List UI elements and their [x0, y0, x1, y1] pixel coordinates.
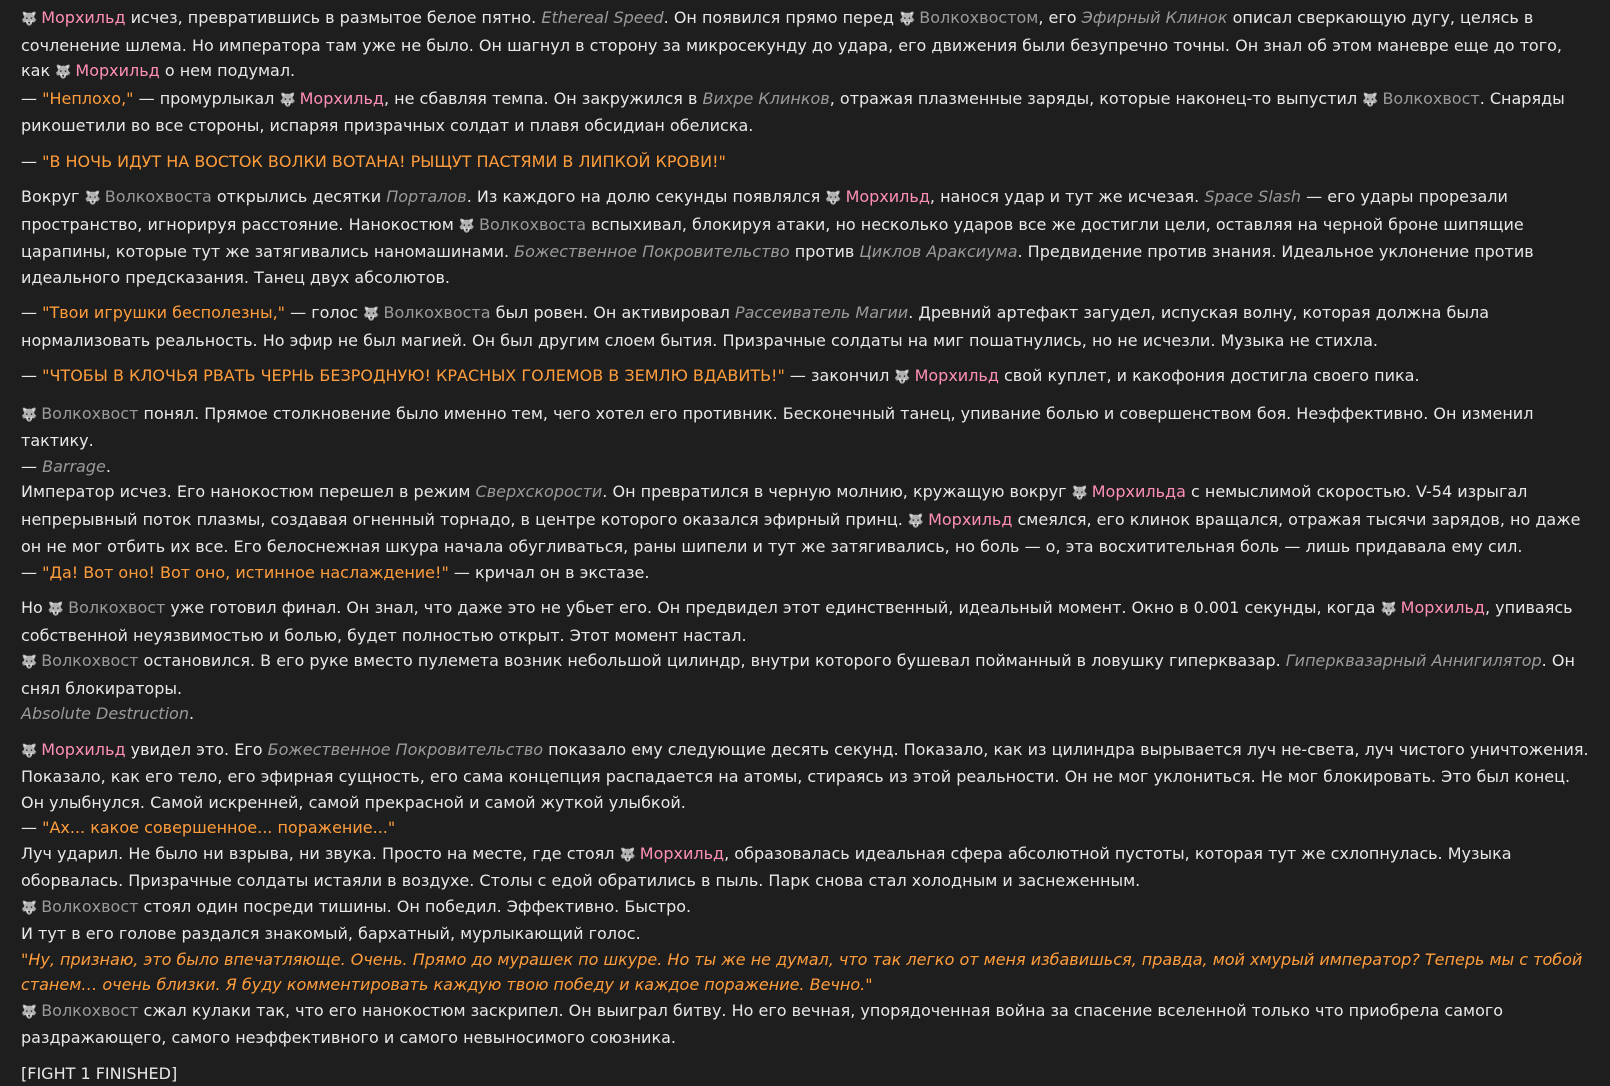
- narration-text: . Древний артефакт загудел, испуская волну, которая должна была нормализовать реальность. Но эфир не был магией. Он был другим слоем бытия. Призрачные солдаты на миг пошатнулись, но не исчезли. Музыка не стихла.: [21, 303, 1489, 350]
- narration-text: [FIGHT 1 FINISHED]: [21, 1064, 177, 1083]
- character-name-volkohvost: Волкохвостом: [919, 8, 1038, 27]
- wolf-head-icon: 🐺: [459, 219, 475, 234]
- character-name-morhild: Морхильд: [41, 740, 125, 759]
- story-paragraph: [21, 1061, 1590, 1086]
- narration-text: . Он снял блокираторы.: [21, 651, 1575, 698]
- ability-name: Гиперквазарный Аннигилятор: [1286, 651, 1542, 670]
- character-name-volkohvost: Волкохвоста: [105, 187, 212, 206]
- story-line: [21, 5, 1590, 86]
- wolf-head-icon: 🐺: [899, 12, 915, 27]
- ability-name: Absolute Destruction: [21, 704, 189, 723]
- narration-text: . Он превратился в черную молнию, кружащую вокруг: [602, 482, 1071, 501]
- ability-name: Божественное Покровительство: [514, 242, 789, 261]
- character-name-volkohvost: Волкохвост: [1382, 89, 1479, 108]
- character-name-morhild: Морхильд: [41, 8, 125, 27]
- ability-name: Рассеиватель Магии: [735, 303, 908, 322]
- dialogue-quote: "Неплохо,": [42, 89, 133, 108]
- story-line: [21, 737, 1590, 790]
- narration-text: Он улыбнулся. Самой искренней, самой прекрасной и самой жуткой улыбкой.: [21, 793, 686, 812]
- narration-text: Император исчез. Его нанокостюм перешел в режим: [21, 482, 476, 501]
- narration-text: стоял один посреди тишины. Он победил. Эффективно. Быстро.: [138, 897, 691, 916]
- narration-text: —: [21, 366, 42, 385]
- story-line: [21, 560, 1590, 586]
- narration-text: остановился. В его руке вместо пулемета возник небольшой цилиндр, внутри которого бушевал пойманный в ловушку гиперквазар.: [138, 651, 1285, 670]
- character-name-morhild: Морхильд: [300, 89, 384, 108]
- narration-text: — его удары прорезали пространство, игнорируя расстояние. Нанокостюм: [21, 187, 1508, 234]
- wolf-head-icon: 🐺: [279, 93, 295, 108]
- story-line: [21, 1061, 1590, 1086]
- narration-text: —: [21, 457, 42, 476]
- narration-text: , упиваясь собственной неуязвимостью и болью, будет полностью открыт. Этот момент настал.: [21, 598, 1573, 645]
- wolf-head-icon: 🐺: [1380, 602, 1396, 617]
- narration-text: был ровен. Он активировал: [491, 303, 735, 322]
- narration-text: — кричал он в экстазе.: [449, 563, 650, 582]
- character-name-morhild: Морхильд: [928, 510, 1012, 529]
- narration-text: свой куплет, и какофония достигла своего пика.: [999, 366, 1420, 385]
- dialogue-quote: "Ах... какое совершенное... поражение...": [42, 818, 395, 837]
- ability-name: Порталов: [386, 187, 467, 206]
- character-name-morhild: Морхильд: [1401, 598, 1485, 617]
- narration-text: — голос: [285, 303, 363, 322]
- story-line: [21, 300, 1590, 353]
- narration-text: —: [21, 152, 42, 171]
- character-name-volkohvost: Волкохвост: [68, 598, 165, 617]
- wolf-head-icon: 🐺: [1362, 93, 1378, 108]
- narration-text: . Предвидение против знания. Идеальное уклонение против идеального предсказания. Танец двух абсолютов.: [21, 242, 1534, 287]
- telepathic-quote: "Ну, признаю, это было впечатляюще. Очень. Прямо до мурашек по шкуре. Но ты же не думал, что так легко от меня избавишься, правда, мой хмурый император? Теперь мы с тобой станем… очень близки. Я буду комментировать каждую твою победу и каждое поражение. Вечно.": [21, 950, 1582, 995]
- narration-text: — закончил: [785, 366, 895, 385]
- ability-name: Эфирный Клинок: [1082, 8, 1228, 27]
- story-line: [21, 701, 1590, 727]
- story-line: [21, 595, 1590, 648]
- narration-text: сжал кулаки так, что его нанокостюм заскрипел. Он выиграл битву. Но его вечная, упорядоченная война за спасение вселенной только что приобрела самого раздражающего, самого неэффективного и самого невыносимого союзника.: [21, 1001, 1503, 1048]
- wolf-head-icon: 🐺: [21, 12, 37, 27]
- narration-text: . Из каждого на долю секунды появлялся: [467, 187, 826, 206]
- narration-text: И тут в его голове раздался знакомый, бархатный, мурлыкающий голос.: [21, 924, 641, 943]
- ability-name: Ethereal Speed: [541, 8, 663, 27]
- narration-text: —: [21, 89, 42, 108]
- narration-text: , не сбавляя темпа. Он закружился в: [384, 89, 703, 108]
- dialogue-quote: "В НОЧЬ ИДУТ НА ВОСТОК ВОЛКИ ВОТАНА! РЫЩУТ ПАСТЯМИ В ЛИПКОЙ КРОВИ!": [42, 152, 726, 171]
- narration-text: —: [21, 818, 42, 837]
- story-line: [21, 998, 1590, 1051]
- narration-text: понял. Прямое столкновение было именно тем, чего хотел его противник. Бесконечный танец, упивание болью и совершенством боя. Неэффективно. Он изменил тактику.: [21, 404, 1533, 451]
- dialogue-quote: "Да! Вот оно! Вот оно, истинное наслаждение!": [42, 563, 449, 582]
- story-line: [21, 648, 1590, 701]
- story-paragraph: [21, 737, 1590, 1051]
- narration-text: .: [106, 457, 111, 476]
- narration-text: исчез, превратившись в размытое белое пятно.: [126, 8, 542, 27]
- story-paragraph: [21, 184, 1590, 290]
- story-paragraph: [21, 595, 1590, 727]
- wolf-head-icon: 🐺: [21, 744, 37, 759]
- ability-name: Божественное Покровительство: [268, 740, 543, 759]
- story-paragraph: [21, 363, 1590, 391]
- narration-text: , отражая плазменные заряды, которые наконец-то выпустил: [830, 89, 1363, 108]
- story-line: [21, 841, 1590, 894]
- narration-text: . Снаряды рикошетили во все стороны, испаряя призрачных солдат и плавя обсидиан обелиска.: [21, 89, 1565, 136]
- narration-text: о нем подумал.: [160, 61, 295, 80]
- narration-text: —: [21, 563, 42, 582]
- narration-text: описал сверкающую дугу, целясь в сочленение шлема. Но императора там уже не было. Он шагнул в сторону за микросекунду до удара, его движения были безупречно точны. Он знал об этом маневре еще до того, как: [21, 8, 1562, 80]
- ability-name: Сверхскорости: [476, 482, 603, 501]
- character-name-morhild: Морхильд: [846, 187, 930, 206]
- narration-text: , его: [1038, 8, 1081, 27]
- character-name-morhild: Морхильд: [75, 61, 159, 80]
- wolf-head-icon: 🐺: [21, 901, 37, 916]
- dialogue-quote: "ЧТОБЫ В КЛОЧЬЯ РВАТЬ ЧЕРНЬ БЕЗРОДНУЮ! КРАСНЫХ ГОЛЕМОВ В ЗЕМЛЮ ВДАВИТЬ!": [42, 366, 785, 385]
- story-paragraph: [21, 149, 1590, 175]
- character-name-morhild: Морхильд: [915, 366, 999, 385]
- story-line: [21, 479, 1590, 560]
- narration-text: .: [189, 704, 194, 723]
- narration-text: с немыслимой скоростью. V-54 изрыгал непрерывный поток плазмы, создавая огненный торнадо, в центре которого оказался эфирный принц.: [21, 482, 1527, 529]
- ability-name: Циклов Араксиума: [859, 242, 1017, 261]
- character-name-volkohvost: Волкохвоста: [479, 215, 586, 234]
- wolf-head-icon: 🐺: [894, 370, 910, 385]
- narration-text: Луч ударил. Не было ни взрыва, ни звука. Просто на месте, где стоял: [21, 844, 620, 863]
- story-line: [21, 947, 1590, 998]
- wolf-head-icon: 🐺: [363, 307, 379, 322]
- character-name-volkohvost: Волкохвост: [41, 651, 138, 670]
- story-paragraph: [21, 401, 1590, 586]
- ability-name: Вихре Клинков: [702, 89, 829, 108]
- story-line: [21, 454, 1590, 480]
- story-line: [21, 184, 1590, 290]
- story-line: [21, 815, 1590, 841]
- narration-text: . Он появился прямо перед: [664, 8, 899, 27]
- wolf-head-icon: 🐺: [1072, 486, 1088, 501]
- wolf-head-icon: 🐺: [21, 408, 37, 423]
- narration-text: уже готовил финал. Он знал, что даже это не убьет его. Он предвидел этот единственный, идеальный момент. Окно в 0.001 секунды, когда: [165, 598, 1380, 617]
- story-line: [21, 894, 1590, 922]
- narration-text: —: [21, 303, 42, 322]
- story-paragraph: [21, 5, 1590, 139]
- narration-text: Вокруг: [21, 187, 85, 206]
- character-name-volkohvost: Волкохвост: [41, 1001, 138, 1020]
- character-name-morhild: Морхильд: [640, 844, 724, 863]
- character-name-volkohvost: Волкохвоста: [383, 303, 490, 322]
- wolf-head-icon: 🐺: [48, 602, 64, 617]
- ability-name: Space Slash: [1204, 187, 1301, 206]
- narration-text: увидел это. Его: [126, 740, 268, 759]
- character-name-volkohvost: Волкохвост: [41, 897, 138, 916]
- narration-text: , нанося удар и тут же исчезая.: [930, 187, 1204, 206]
- narration-text: открылись десятки: [212, 187, 386, 206]
- wolf-head-icon: 🐺: [908, 514, 924, 529]
- story-line: [21, 790, 1590, 816]
- story-line: [21, 921, 1590, 947]
- story-line: [21, 149, 1590, 175]
- wolf-head-icon: 🐺: [21, 1005, 37, 1020]
- character-name-morhild: Морхильда: [1092, 482, 1186, 501]
- story-paragraph: [21, 300, 1590, 353]
- narration-text: смеялся, его клинок вращался, отражая тысячи зарядов, но даже он не мог отбить их все. Его белоснежная шкура начала обугливаться, раны шипели и тут же затягивались, но боль — о, эта восхитительная боль — лишь придавала ему сил.: [21, 510, 1580, 557]
- wolf-head-icon: 🐺: [21, 655, 37, 670]
- character-name-volkohvost: Волкохвост: [41, 404, 138, 423]
- narration-text: вспыхивал, блокируя атаки, но несколько ударов все же достигли цели, оставляя на черной броне шипящие царапины, которые тут же затягивались наномашинами.: [21, 215, 1524, 262]
- narration-text: Но: [21, 598, 48, 617]
- ability-name: Barrage: [42, 457, 106, 476]
- story-line: [21, 401, 1590, 454]
- wolf-head-icon: 🐺: [85, 191, 101, 206]
- narration-text: показало ему следующие десять секунд. Показало, как из цилиндра вырывается луч не-света, луч чистого уничтожения. Показало, как его тело, его эфирная сущность, его сама концепция распадается на атомы, стираясь из этой реальности. Он не мог уклониться. Не мог блокировать. Это был конец.: [21, 740, 1589, 787]
- wolf-head-icon: 🐺: [825, 191, 841, 206]
- story-line: [21, 363, 1590, 391]
- narration-text: , образовалась идеальная сфера абсолютной пустоты, которая тут же схлопнулась. Музыка оборвалась. Призрачные солдаты истаяли в воздухе. Столы с едой обратились в пыль. Парк снова стал холодным и заснеженным.: [21, 844, 1512, 891]
- wolf-head-icon: 🐺: [620, 848, 636, 863]
- wolf-head-icon: 🐺: [55, 65, 71, 80]
- story-line: [21, 86, 1590, 139]
- dialogue-quote: "Твои игрушки бесполезны,": [42, 303, 285, 322]
- narration-text: против: [790, 242, 860, 261]
- narration-text: — промурлыкал: [134, 89, 280, 108]
